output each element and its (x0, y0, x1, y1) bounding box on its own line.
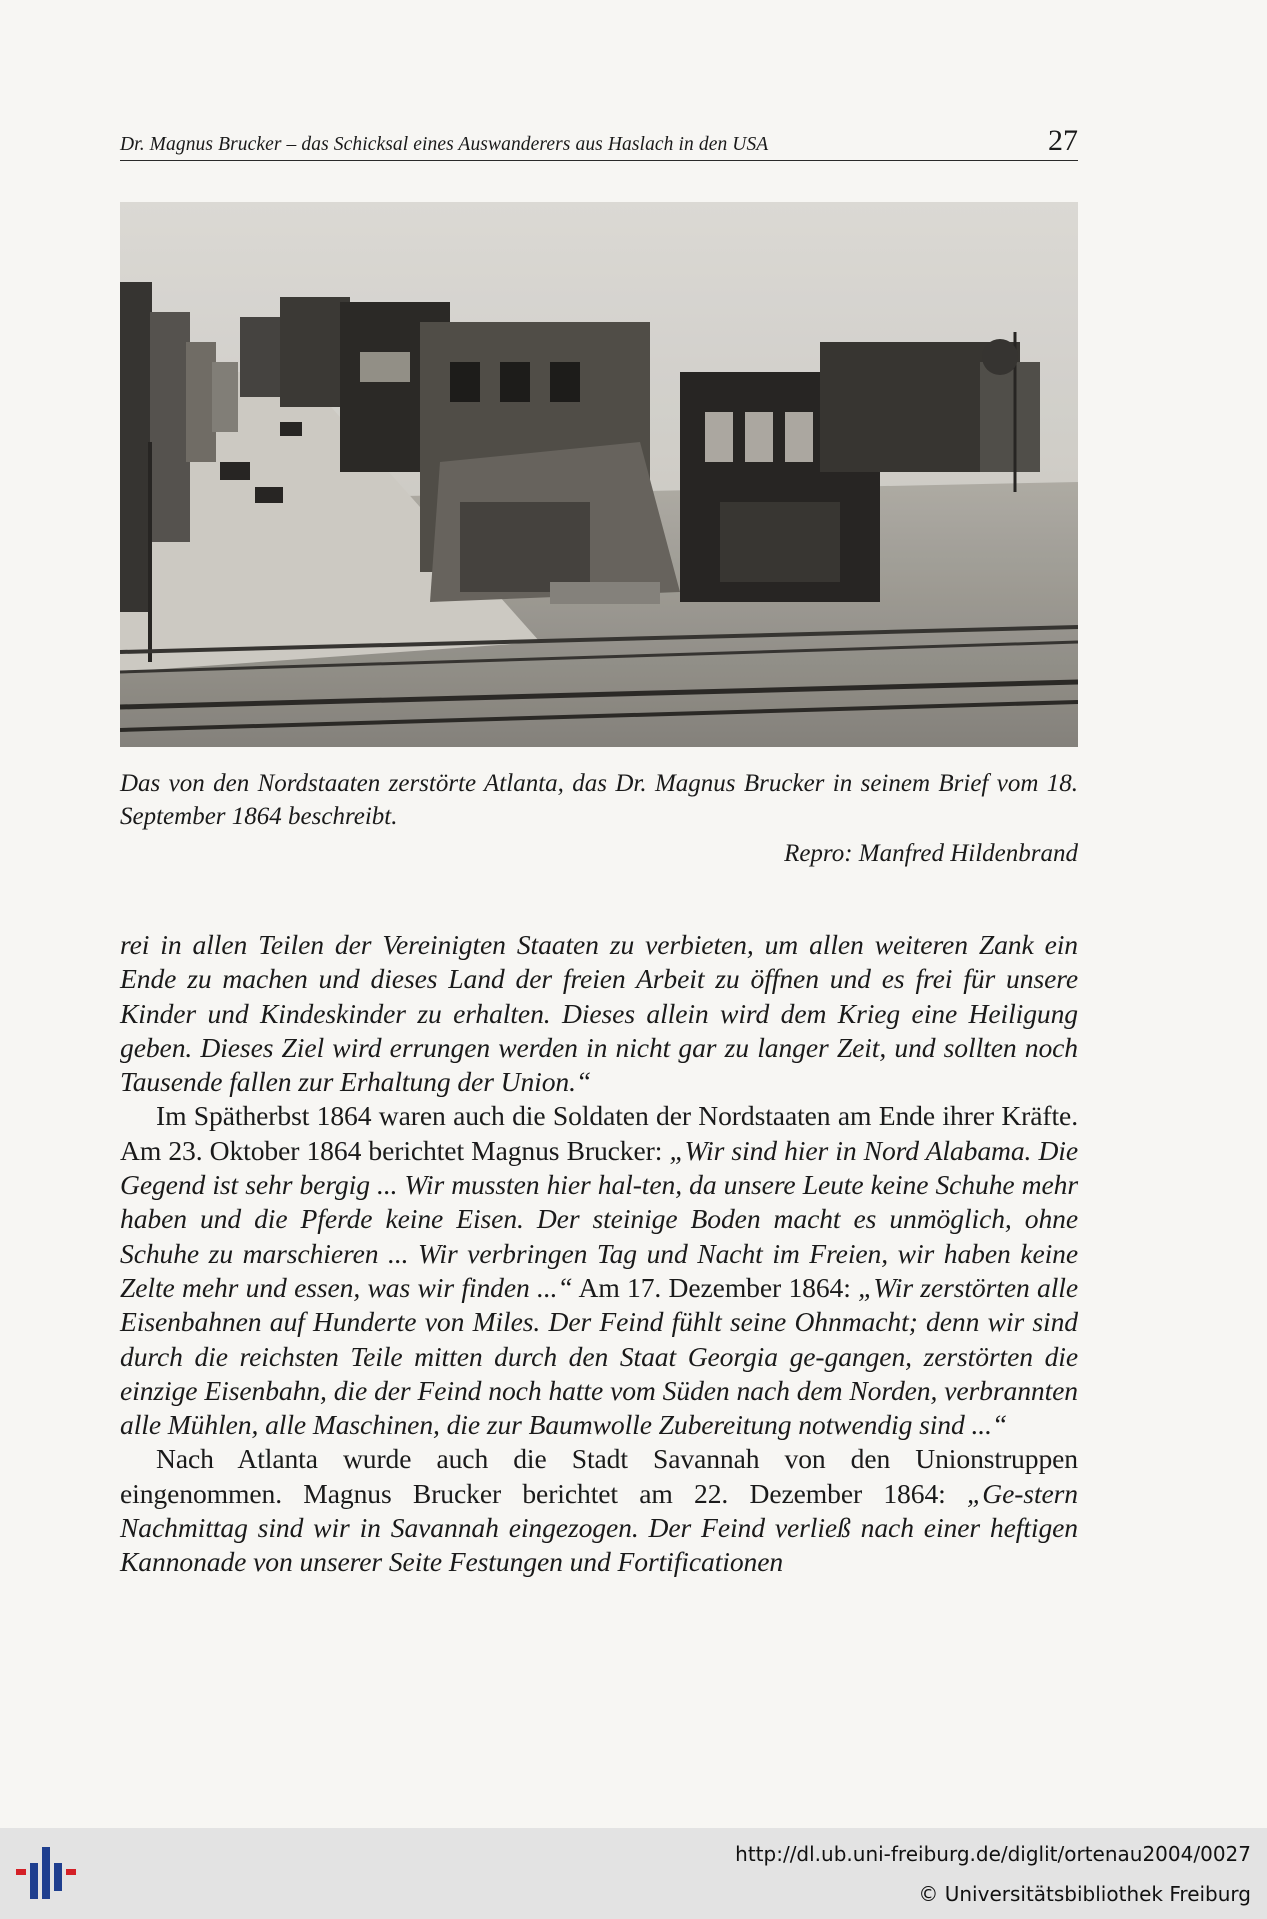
historical-photo-atlanta (120, 202, 1078, 747)
body-text (120, 928, 1078, 1580)
footer-copyright: © Universitätsbibliothek Freiburg (918, 1882, 1251, 1906)
caption-credit: Repro: Manfred Hildenbrand (784, 840, 1078, 867)
paragraph-2 (120, 1099, 1078, 1442)
paragraph-2-mid: Am 17. Dezember 1864: (572, 1271, 859, 1303)
caption-text: Das von den Nordstaaten zerstörte Atlanta, das Dr. Magnus Brucker in seinem Brief vom 18. September 1864 beschreibt. (120, 770, 1078, 830)
library-logo-icon (14, 1843, 78, 1907)
paragraph-1: rei in allen Teilen der Vereinigten Staaten zu verbieten, um allen weiteren Zank ein Ende zu machen und dieses Land der freien Arbeit zu öffnen und es frei für unsere Kinder und Kindeskinder zu erhalten. Dieses allein wird dem Krieg eine Heiligung geben. Dieses Ziel wird errungen werden in nicht gar zu langer Zeit, und sollten noch Tausende fallen zur Erhaltung der Union.“ (120, 929, 1078, 1098)
paragraph-3-intro: Nach Atlanta wurde auch die Stadt Savannah von den Unionstruppen eingenommen. Magnus Brucker berichtet am 22. Dezember 1864: (120, 1443, 1078, 1509)
page-number: 27 (1048, 124, 1078, 157)
figure-caption (120, 767, 1078, 870)
quote-savannah: „Ge-stern Nachmittag sind wir in Savannah eingezogen. Der Feind verließ nach einer heftigen Kannonade von unserer Seite Festungen und Fortificationen (120, 1477, 1078, 1578)
quote-december: „Wir zerstörten alle Eisenbahnen auf Hunderte von Miles. Der Feind fühlt seine Ohnmacht; denn wir sind durch die reichsten Teile mitten durch den Staat Georgia ge-gangen, zerstörten die einzige Eisenbahn, die der Feind noch hatte vom Süden nach dem Norden, verbrannten alle Mühlen, alle Maschinen, die zur Baumwolle Zubereitung notwendig sind ...“ (120, 1271, 1078, 1441)
running-head (120, 126, 1078, 161)
footer-bar (0, 1828, 1267, 1919)
running-title: Dr. Magnus Brucker – das Schicksal eines Auswanderers aus Haslach in den USA (120, 134, 769, 155)
footer-url-link[interactable]: http://dl.ub.uni-freiburg.de/diglit/ortenau2004/0027 (735, 1842, 1251, 1866)
quote-october: „Wir sind hier in Nord Alabama. Die Gegend ist sehr bergig ... Wir mussten hier hal-ten, da unsere Leute keine Schuhe mehr haben und die Pferde keine Eisen. Der steinige Boden macht es unmöglich, ohne Schuhe zu marschieren ... Wir verbringen Tag und Nacht im Freien, wir haben keine Zelte mehr und essen, was wir finden ...“ (120, 1134, 1078, 1303)
paragraph-3 (120, 1442, 1078, 1579)
paragraph-2-intro: Im Spätherbst 1864 waren auch die Soldaten der Nordstaaten am Ende ihrer Kräfte. Am 23. Oktober 1864 berichtet Magnus Brucker: (120, 1100, 1078, 1166)
